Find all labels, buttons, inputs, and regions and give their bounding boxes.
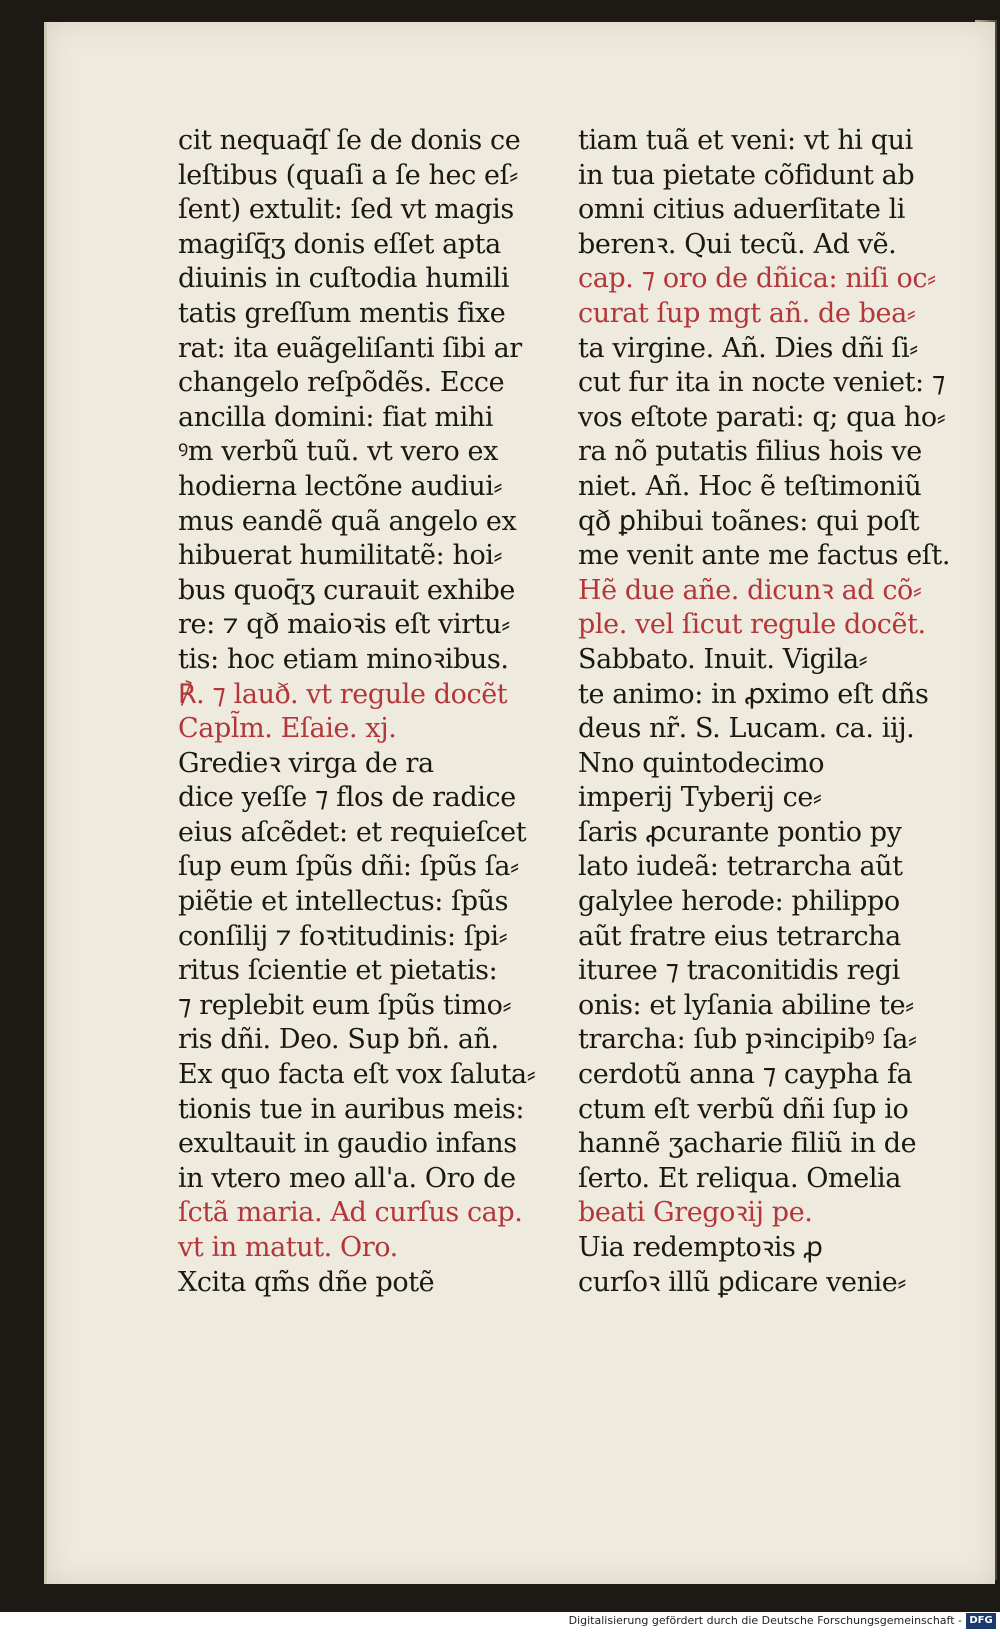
- text-line: ℟. ⁊ lauð. vt regule docẽt: [178, 678, 508, 710]
- funding-credit: Digitalisierung gefördert durch die Deutsche Forschungsgemeinschaft -: [568, 1614, 962, 1627]
- left-text-column: [178, 124, 558, 1300]
- text-line: Nno quintodecimo: [578, 747, 825, 779]
- text-line: aũt fratre eius tetrarcha: [578, 920, 901, 952]
- text-line: tis: hoc etiam minoꝛibus.: [178, 643, 509, 675]
- text-line: eius aſcẽdet: et requieſcet: [178, 816, 527, 848]
- text-line: re: ⁊ qð maioꝛis eſt virtu⸗: [178, 609, 510, 641]
- text-line: in tua pietate cõfidunt ab: [578, 159, 915, 191]
- text-line: ſent) extulit: ſed vt magis: [178, 194, 514, 226]
- text-line: vos eſtote parati: q; qua ho⸗: [578, 401, 946, 433]
- text-line: ra nõ putatis filius hois ve: [578, 436, 922, 468]
- text-line: curat ſup mgt añ. de bea⸗: [578, 297, 916, 329]
- text-line: deus nr̃. S. Lucam. ca. iij.: [578, 713, 915, 745]
- text-line: ple. vel ſicut regule docẽt.: [578, 609, 926, 641]
- text-line: ctum eſt verbũ dñi ſup io: [578, 1093, 909, 1125]
- text-line: bus quoq̄ʒ curauit exhibe: [178, 574, 516, 606]
- text-line: rat: ita euãgeliſanti ſibi ar: [178, 332, 522, 364]
- text-line: qð ꝑhibui toãnes: qui poſt: [578, 505, 920, 537]
- text-line: dice yeſſe ⁊ flos de radice: [178, 782, 516, 814]
- text-line: ſctã maria. Ad curſus cap.: [178, 1197, 523, 1229]
- text-line: piẽtie et intellectus: ſpũs: [178, 886, 509, 918]
- text-line: ſup eum ſpũs dñi: ſpũs ſa⸗: [178, 851, 519, 883]
- text-line: vt in matut. Oro.: [178, 1232, 398, 1263]
- text-line: ꝰm verbũ tuũ. vt vero ex: [178, 436, 498, 468]
- text-line: Ex quo facta eſt vox ſaluta⸗: [178, 1059, 536, 1091]
- text-line: me venit ante me factus eſt.: [578, 540, 951, 572]
- right-text-column: [578, 124, 978, 1300]
- text-line: tiam tuã et veni: vt hi qui: [578, 125, 913, 156]
- text-line: trarcha: ſub pꝛincipibꝰ ſa⸗: [578, 1024, 917, 1056]
- text-line: exultauit in gaudio infans: [178, 1128, 517, 1160]
- text-line: Capl̃m. Eſaie. xj.: [178, 713, 397, 745]
- text-line: cut fur ita in nocte veniet: ⁊: [578, 367, 945, 399]
- text-line: mus eandẽ quã angelo ex: [178, 505, 517, 537]
- text-line: te animo: in ꝓximo eſt dñs: [578, 678, 929, 710]
- text-line: ancilla domini: fiat mihi: [178, 401, 494, 433]
- text-line: Sabbato. Inuit. Vigila⸗: [578, 643, 868, 675]
- text-line: diuinis in cuſtodia humili: [178, 263, 510, 295]
- footer-bar: [0, 1612, 1000, 1632]
- text-line: niet. Añ. Hoc ẽ teſtimoniũ: [578, 470, 922, 502]
- text-line: galylee herode: philippo: [578, 886, 900, 918]
- text-line: hodierna lectõne audiui⸗: [178, 470, 503, 502]
- text-line: Uia redemptoꝛis ꝓ: [578, 1232, 823, 1263]
- text-line: in vtero meo all'a. Oro de: [178, 1162, 516, 1194]
- text-line: ta virgine. Añ. Dies dñi ſi⸗: [578, 332, 918, 364]
- text-line: cit nequaq̄ſ ſe de donis ce: [178, 125, 521, 156]
- text-line: magiſq̄ʒ donis eſſet apta: [178, 228, 501, 260]
- text-line: cap. ⁊ oro de dñica: niſi oc⸗: [578, 263, 936, 295]
- text-line: ituree ⁊ traconitidis regi: [578, 955, 900, 987]
- dfg-logo: DFG: [966, 1613, 996, 1629]
- text-line: Hẽ due añe. dicunꝛ ad cõ⸗: [578, 574, 922, 606]
- text-line: tionis tue in auribus meis:: [178, 1093, 525, 1125]
- text-line: onis: et lyſania abiline te⸗: [578, 989, 914, 1021]
- text-line: curſoꝛ illũ ꝑdicare venie⸗: [578, 1266, 906, 1298]
- text-line: tatis greſſum mentis fixe: [178, 297, 506, 329]
- text-line: conſilij ⁊ foꝛtitudinis: ſpi⸗: [178, 920, 508, 952]
- text-line: ⁊ replebit eum ſpũs timo⸗: [178, 989, 512, 1021]
- text-line: omni citius aduerſitate li: [578, 194, 906, 226]
- text-line: leſtibus (quaſi a ſe hec eſ⸗: [178, 159, 518, 191]
- text-line: ris dñi. Deo. Sup bñ. añ.: [178, 1024, 499, 1056]
- text-line: hibuerat humilitatẽ: hoi⸗: [178, 540, 503, 572]
- text-line: changelo reſpõdẽs. Ecce: [178, 367, 505, 399]
- text-line: ſerto. Et reliqua. Omelia: [578, 1162, 901, 1194]
- text-line: lato iudeã: tetrarcha aũt: [578, 851, 903, 883]
- text-line: Xcita qm̃s dñe potẽ: [178, 1266, 435, 1298]
- text-line: ritus ſcientie et pietatis:: [178, 955, 498, 987]
- text-line: berenꝛ. Qui tecũ. Ad vẽ.: [578, 228, 897, 260]
- text-line: ſaris ꝓcurante pontio py: [578, 816, 902, 848]
- text-line: imperij Tyberij ce⸗: [578, 782, 822, 814]
- text-line: beati Gregoꝛij pe.: [578, 1197, 813, 1229]
- text-line: hannẽ ʒacharie filiũ in de: [578, 1128, 917, 1160]
- text-line: cerdotũ anna ⁊ caypha fa: [578, 1059, 913, 1091]
- text-line: Gredieꝛ virga de ra: [178, 747, 434, 779]
